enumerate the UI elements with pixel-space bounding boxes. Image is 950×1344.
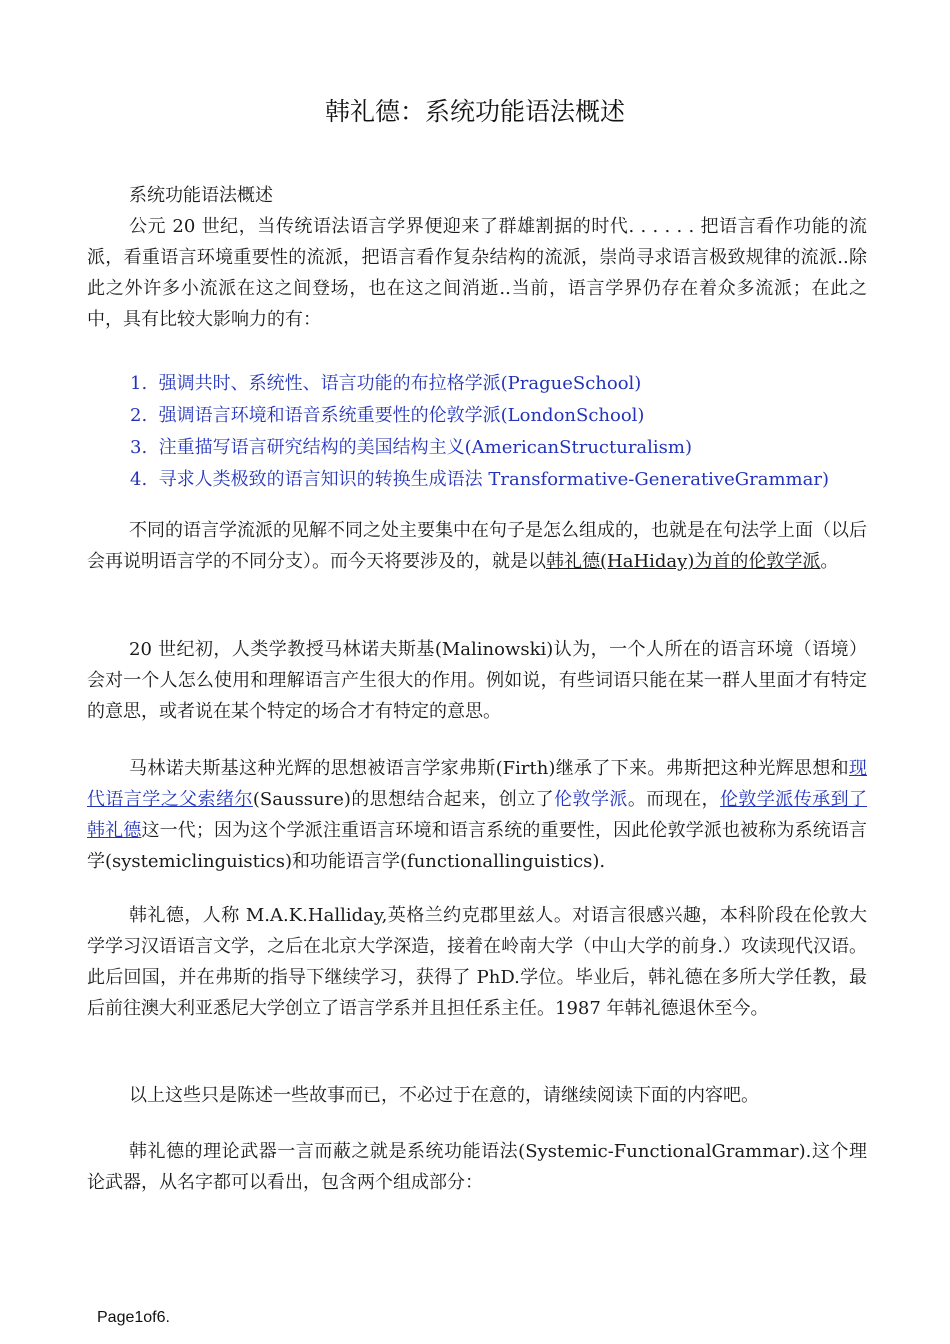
page-footer: Page1of6. [97,1309,170,1326]
london-school-text: 伦敦学派 [554,789,628,810]
list-text: 强调语言环境和语音系统重要性的伦敦学派(LondonSchool) [158,405,645,426]
underlined-text: 韩礼德(HaHiday)为首的伦敦学派 [546,551,821,572]
list-number: 4. [130,469,148,490]
saussure-link[interactable]: 现代语言学之父索绪尔 [87,758,867,810]
paragraph-3 [87,634,867,727]
list-number: 3. [130,437,148,458]
intro-paragraph: 公元 20 世纪，当传统语法语言学界便迎来了群雄割据的时代. . . . . . 把语言看作功能的流派，看重语言环境重要性的流派，把语言看作复杂结构的流派，崇尚寻求语言极致规律的流派..除此之外许多小流派在这之间登场，也在这之间消逝..当前，语言学界仍存在着众多流派；在此之中，具有比较大影响力的有： [87,216,867,330]
paragraph-7 [87,1136,867,1198]
section-heading: 系统功能语法概述 [129,185,273,206]
list-number: 1. [130,373,148,394]
paragraph-text: 韩礼德，人称 M.A.K.Halliday,英格兰约克郡里兹人。对语言很感兴趣，本科阶段在伦敦大学学习汉语语言文学，之后在北京大学深造，接着在岭南大学（中山大学的前身.）攻读现代汉语。此后回国，并在弗斯的指导下继续学习，获得了 PhD.学位。毕业后，韩礼德在多所大学任教，最后前往澳大利亚悉尼大学创立了语言学系并且担任系主任。1987 年韩礼德退休至今。 [87,905,867,1019]
paragraph-text: 。 [820,551,839,572]
paragraph-text: 20 世纪初，人类学教授马林诺夫斯基(Malinowski)认为，一个人所在的语言环境（语境）会对一个人怎么使用和理解语言产生很大的作用。例如说，有些词语只能在某一群人里面才有特定的意思，或者说在某个特定的场合才有特定的意思。 [87,639,867,722]
list-item [130,432,870,464]
paragraph-6 [87,1080,867,1111]
list-text: 注重描写语言研究结构的美国结构主义(AmericanStructuralism) [158,437,692,458]
paragraph-text: 韩礼德的理论武器一言而蔽之就是系统功能语法(Systemic-FunctionalGrammar).这个理论武器，从名字都可以看出，包含两个组成部分： [87,1141,867,1193]
paragraph-5 [87,900,867,1024]
list-item [130,400,870,432]
schools-list [130,368,870,496]
page-title: 韩礼德：系统功能语法概述 [324,97,625,126]
list-item [130,464,870,496]
list-text: 寻求人类极致的语言知识的转换生成语法 Transformative-GenerativeGrammar) [158,469,829,490]
paragraph-text: 这一代；因为这个学派注重语言环境和语言系统的重要性，因此伦敦学派也被称为系统语言学(systemiclinguistics)和功能语言学(functionallinguistics). [87,820,868,872]
list-text: 强调共时、系统性、语言功能的布拉格学派(PragueSchool) [158,373,642,394]
paragraph-text: 马林诺夫斯基这种光辉的思想被语言学家弗斯(Firth)继承了下来。弗斯把这种光辉思想和 [129,758,849,779]
paragraph-text: 不同的语言学流派的见解不同之处主要集中在句子是怎么组成的，也就是在句法学上面（以后会再说明语言学的不同分支）。而今天将要涉及的，就是以 [87,520,867,572]
list-number: 2. [130,405,148,426]
list-item [130,368,870,400]
london-school-halliday-link[interactable]: 伦敦学派传承到了韩礼德 [87,789,868,841]
paragraph-text: 以上这些只是陈述一些故事而已，不必过于在意的，请继续阅读下面的内容吧。 [129,1085,759,1106]
paragraph-text: 。而现在， [627,789,720,810]
paragraph-2 [87,515,867,577]
paragraph-text: (Saussure)的思想结合起来，创立了 [252,789,555,810]
paragraph-4 [87,753,867,877]
intro-section [87,180,867,335]
